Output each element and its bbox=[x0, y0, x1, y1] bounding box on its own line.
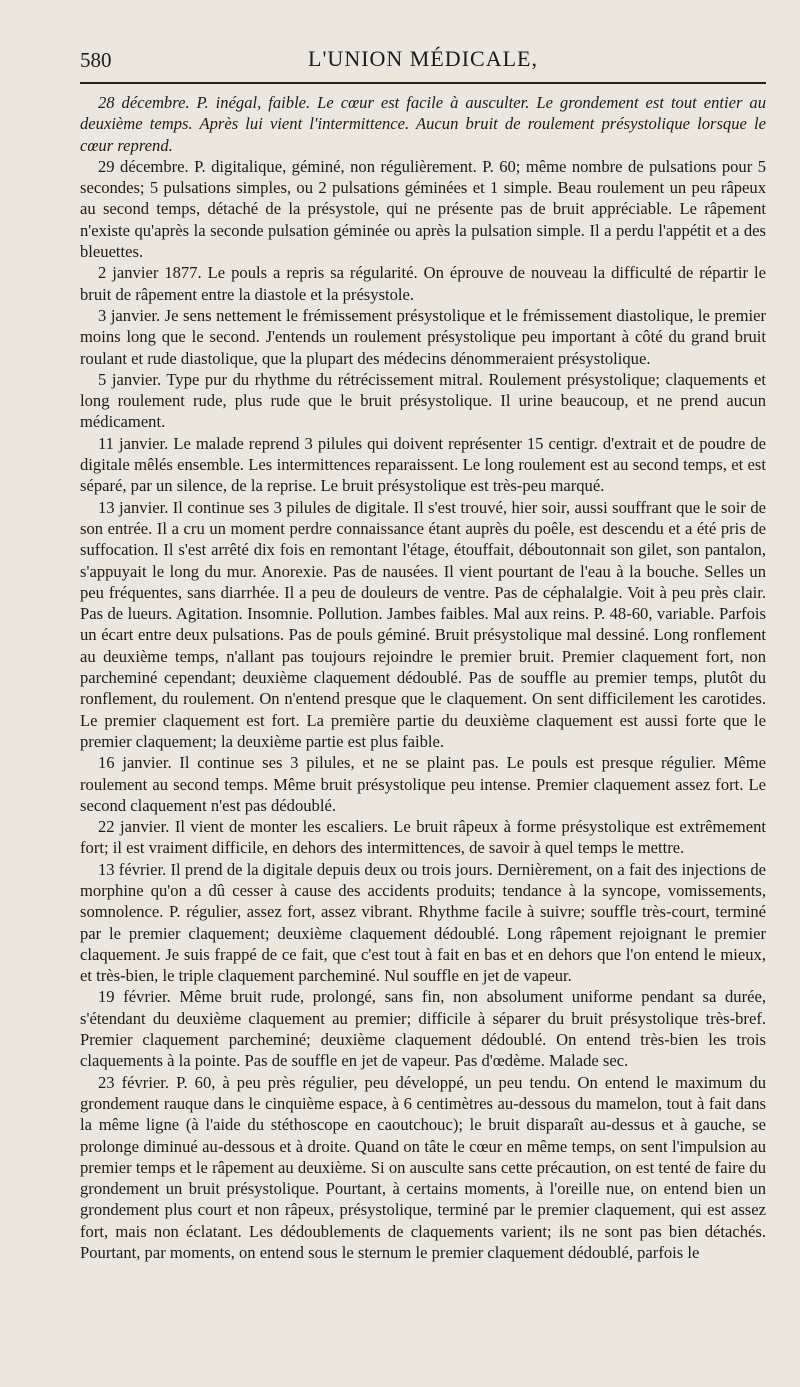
paragraph-16-janvier: 16 janvier. Il continue ses 3 pilules, et ne se plaint pas. Le pouls est presque régulier. Même roulement au second temps. Même bruit présystolique peu intense. Premier claquement assez fort. Le second claquement n'est pas dédoublé. bbox=[80, 753, 766, 815]
paragraph-28-decembre: 28 décembre. P. inégal, faible. Le cœur est facile à ausculter. Le grondement est tout entier au deuxième temps. Après lui vient l'intermittence. Aucun bruit de roulement présystolique lorsque le cœur reprend. bbox=[80, 93, 766, 155]
paragraph-13-fevrier: 13 février. Il prend de la digitale depuis deux ou trois jours. Dernièrement, on a fait des injections de morphine qu'on a dû cesser à cause des accidents produits; tendance à la syncope, vomissements, somnolence. P. régulier, assez fort, assez vibrant. Rhythme facile à suivre; souffle très-court, terminé par le premier claquement; deuxième claquement dédoublé. Long râpement rejoignant le premier claquement. Je suis frappé de ce fait, que c'est tout à fait en bas et en dehors que l'on entend le mieux, et très-bien, le triple claquement parcheminé. Nul souffle en jet de vapeur. bbox=[80, 859, 766, 986]
paragraph-22-janvier: 22 janvier. Il vient de monter les escaliers. Le bruit râpeux à forme présystolique est extrêmement fort; il est vraiment difficile, en dehors des intermittences, de savoir à quel temps le mettre. bbox=[80, 817, 766, 858]
page-number: 580 bbox=[80, 48, 112, 72]
body-text bbox=[80, 92, 766, 1263]
paragraph-5-janvier: 5 janvier. Type pur du rhythme du rétrécissement mitral. Roulement présystolique; claquements et long roulement rude, plus rude que le bruit présystolique. Il urine beaucoup, et ne prend aucun médicament. bbox=[80, 369, 766, 432]
paragraph-19-fevrier: 19 février. Même bruit rude, prolongé, sans fin, non absolument uniforme pendant sa durée, s'étendant du deuxième claquement au premier; difficile à séparer du bruit présystolique très-bref. Premier claquement parcheminé; deuxième claquement dédoublé. On entend très-bien les trois claquements à la pointe. Pas de souffle en jet de vapeur. Pas d'œdème. Malade sec. bbox=[80, 987, 766, 1071]
running-head: L'UNION MÉDICALE, bbox=[308, 46, 538, 71]
page-header bbox=[80, 42, 766, 82]
paragraph-13-janvier: 13 janvier. Il continue ses 3 pilules de digitale. Il s'est trouvé, hier soir, aussi souffrant que le soir de son entrée. Il a cru un moment perdre connaissance étant auprès du poêle, est descendu et a été pris de suffocation. Il s'est arrêté dix fois en remontant l'étage, étouffait, déboutonnait son gilet, son pantalon, s'appuyait le long du mur. Anorexie. Pas de nausées. Il vient pourtant de l'eau à la bouche. Selles un peu fréquentes, sans diarrhée. Il a peu de douleurs de ventre. Pas de céphalalgie. Voit à peu près clair. Pas de lueurs. Agitation. Insomnie. Pollution. Jambes faibles. Mal aux reins. P. 48-60, variable. Parfois un écart entre deux pulsations. Pas de pouls géminé. Bruit présystolique mal dessiné. Long ronflement au deuxième temps, n'allant pas toujours rejoindre le premier bruit. Premier claquement fort, non parcheminé cependant; deuxième claquement dédoublé. Pas de souffle au premier temps, plutôt du ronflement, du roulement. On n'entend presque que le claquement. On sent difficilement les carotides. Le premier claquement est fort. La première partie du deuxième claquement est aussi forte que le premier claquement; la deuxième partie est plus faible. bbox=[80, 497, 766, 751]
paragraph-11-janvier: 11 janvier. Le malade reprend 3 pilules qui doivent représenter 15 centigr. d'extrait et de poudre de digitale mêlés ensemble. Les intermittences reparaissent. Le long roulement est au second temps, et est séparé, par un silence, de la reprise. Le bruit présystolique est très-peu marqué. bbox=[80, 433, 766, 496]
header-rule bbox=[80, 82, 766, 84]
paragraph-29-decembre: 29 décembre. P. digitalique, géminé, non régulièrement. P. 60; même nombre de pulsations pour 5 secondes; 5 pulsations simples, ou 2 pulsations géminées et 1 simple. Beau roulement un peu râpeux au second temps, détaché de la présystole, qui ne présente pas de bruit appréciable. Le râpement n'existe qu'après la seconde pulsation géminée ou après la pulsation simple. Il a perdu l'appétit et a des bleuettes. bbox=[80, 156, 766, 262]
paragraph-23-fevrier: 23 février. P. 60, à peu près régulier, peu développé, un peu tendu. On entend le maximum du grondement rauque dans le cinquième espace, à 6 centimètres au-dessous du mamelon, tout à fait dans la même ligne (à l'aide du stéthoscope en caoutchouc); le bruit disparaît au-dessus et à gauche, se prolonge diminué au-dessous et à droite. Quand on tâte le cœur en même temps, on sent l'impulsion au premier temps et le râpement au deuxième. Si on ausculte sans cette précaution, on est tenté de faire du grondement un bruit présystolique. Pourtant, à certains moments, à l'oreille nue, on entend bien un grondement plus court et non râpeux, présystolique, terminé par le premier claquement, qui est assez fort, mais non éclatant. Les dédoublements de claquements varient; ils ne sont pas bien détachés. Pourtant, par moments, on entend sous le sternum le premier claquement dédoublé, parfois le bbox=[80, 1072, 766, 1263]
paragraph-3-janvier: 3 janvier. Je sens nettement le frémissement présystolique et le frémissement diastolique, le premier moins long que le second. J'entends un roulement présystolique peu important à côté du grand bruit roulant et rude diastolique, que la plupart des médecins dénommeraient présystolique. bbox=[80, 305, 766, 368]
paragraph-2-janvier: 2 janvier 1877. Le pouls a repris sa régularité. On éprouve de nouveau la difficulté de répartir le bruit de râpement entre la diastole et la présystole. bbox=[80, 263, 766, 304]
